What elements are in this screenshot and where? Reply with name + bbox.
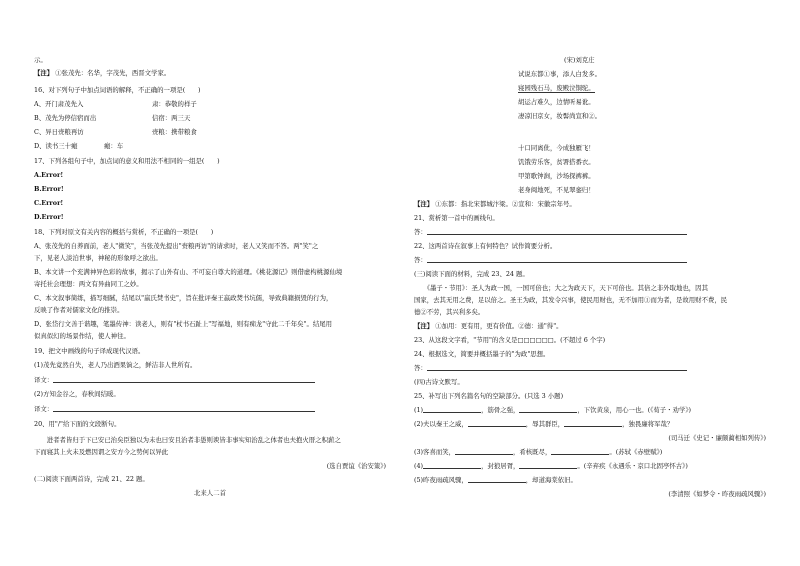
poem-line: 饥饿劳乐客，贫署搭番衣。 [518,158,595,166]
question-21: 21、赏析第一首中的画线句。 [414,214,499,222]
option-b[interactable]: B.Error! [34,185,64,193]
poem-author: (宋)刘克庄 [564,56,595,64]
sentence-2: (2)方知金谷之，春秋间结暖。 [34,390,120,398]
poem-line: 胡运占难久，边情听易讹。 [518,98,595,106]
option-a-line2: 下，见老人淡泊世事，神秘的形象呼之欲出。 [34,254,162,262]
material-line2: 国家，去其无用之费，足以倍之。圣王为政，其发令兴事，使民用财也，无不加用①而为者，是故用财不费，民 [414,296,728,304]
material-line3: 德②不劳，其兴利多矣。 [414,308,485,316]
note-text: ①张茂先：名华，字茂先，西晋文学家。 [55,69,171,77]
option-a[interactable]: A.Error! [34,171,64,179]
section-4-heading: (四)古诗文默写。 [414,378,464,386]
blank-field[interactable] [423,462,481,469]
blank-field[interactable] [564,420,622,427]
answer-label: 答： [414,364,427,372]
question-20: 20、用"/"给下面的文段断句。 [34,420,121,428]
option-d-line2: 似真似幻的场景作结，使人神往。 [34,332,130,340]
text-line: 示。 [34,56,47,64]
question-18: 18、下列对原文有关内容的概括与赏析，不正确的一项是( ) [34,228,214,236]
option-c[interactable]: C.Error! [34,199,64,207]
blank-field[interactable] [468,420,526,427]
answer-line[interactable] [427,256,687,263]
option-b-line2: 寄托社会理想：两文有异曲同工之妙。 [34,280,143,288]
answer-line[interactable] [427,228,687,235]
sentence-1: (1)茂先竟然自失，老人乃出酒果饷之，鲜洁非人世所有。 [34,361,197,369]
section-3-heading: (三)阅读下面的材料，完成 23、24 题。 [414,270,529,278]
blank-field[interactable] [519,406,577,413]
option-a-line1[interactable]: A、张茂先的自养面前，老人"微笑"，当张茂先提出"赍粮再访"的请求时，老人又笑而不答。两"笑"之 [34,242,319,250]
option-b[interactable] [34,114,191,122]
section-2-heading: (二)阅读下面两首诗，完成 21、22 题。 [34,475,149,483]
fill-blank-5: (5)昨夜雨疏风骤， ，却道海棠依旧。 [414,476,577,484]
option-text: B、茂先为停信宿而出 [34,114,97,122]
note-label: 【注】 [34,69,54,77]
translation-1[interactable] [34,376,315,384]
answer-21[interactable] [414,228,687,236]
option-d-line1[interactable]: D、张岱行文善于谐趣，笔墨传神：读老人，则有"杖书石趾上"写福地，则有痴龙"守此二千年矣"。结尾用 [34,320,333,328]
passage-line1: 进者者皆归于下已安已治矣臣独以为未也曰安且治者非愚则谀皆非事实知治乱之体者也夫抱火厝之积薪之 [34,436,341,444]
answer-line[interactable] [53,405,315,412]
option-c-line2: 反映了作者对儒家文化的推崇。 [34,306,124,314]
option-text: A、开门肃茂先入 [34,100,84,108]
answer-22[interactable] [414,256,687,264]
question-16: 16、对下列句子中加点词语的解释，不正确的一项是( ) [34,86,201,94]
poem-line-underlined: 寝园残石马，废殿泣铜驼。 [518,84,595,92]
answer-label: 答： [414,256,427,264]
note [34,69,170,77]
translation-label: 译文： [34,405,54,413]
option-text: D、读书三十瘢 [34,142,78,150]
answer-line[interactable] [53,376,315,383]
option-gloss: 瘢：车 [104,142,124,150]
blank-field[interactable] [468,476,526,483]
note-text: ①加用：更有用，更有价值。②德：通"得"。 [435,322,563,330]
poem-line: 甲第歌钟涧，沙场探裤裤。 [518,172,595,180]
question-17: 17、下列各组句子中，加点词的意义和用法不相同的一组是( ) [34,157,220,165]
option-gloss: 赍粮：携带粮食 [152,128,197,136]
blank-field[interactable] [423,406,481,413]
question-19: 19、把文中画线的句子译成现代汉语。 [34,347,145,355]
poem-line: 试说东都①事，添人白发多。 [518,70,602,78]
note-text: ①东都：指北宋都城汴梁。②宣和：宋徽宗年号。 [435,200,576,208]
option-b-line1[interactable]: B、本文讲一个充满神异色彩的故事，揭示了山外有山、不可妄自尊大的道理。《桃花源记》则借虚构桃源仙境 [34,268,343,276]
question-23: 23、从这段文字看，"节用"的含义是□□□□□□。(不超过 6 个字) [414,336,606,344]
option-text: C、异日赍粮再访 [34,128,84,136]
fill-blank-2: (2)夫以秦王之威， ，辱其群臣， ，独畏廉将军哉？ [414,420,674,428]
source-citation: (李清照《如梦令・昨夜雨疏风骤》) [668,490,766,498]
material-note [414,322,563,330]
fill-blank-1: (1) ，筋骨之强， ，下饮黄泉，用心一也。(《荀子・劝学》) [414,406,692,414]
poem-note [414,200,576,208]
note-label: 【注】 [414,322,434,330]
blank-field[interactable] [455,448,513,455]
option-c-line1[interactable]: C、本文叙事简练，描写细腻，结尾以"嬴氏焚书史"，旨在批评秦王嬴政焚书坑儒，导致典籍损毁的行为， [34,294,333,302]
question-25: 25、补写出下列名篇名句的空缺部分。(只选 3 小题) [414,392,564,400]
option-gloss: 肃：恭敬的样子 [152,100,197,108]
answer-line[interactable] [427,364,687,371]
poem-line: 凄凉旧京女，妆髻尚宣和②。 [518,112,602,120]
note-label: 【注】 [414,200,434,208]
option-d[interactable]: D.Error! [34,213,64,221]
fill-blank-3: (3)客喜而笑， ，肴核既尽， 。(苏轼《赤壁赋》) [414,448,663,456]
question-24: 24、根据选文，简要并概括墨子的"为政"思想。 [414,350,550,358]
poem-line: 老身闽地死，不见翠銮归！ [518,186,595,194]
option-gloss: 信宿：两三天 [152,114,191,122]
question-22: 22、这两首诗在叙事上有何特色？试作简要分析。 [414,242,557,250]
blank-field[interactable] [519,462,577,469]
option-d[interactable] [34,142,124,150]
poem-title: 北来人二首 [194,489,226,497]
answer-24[interactable] [414,364,687,372]
passage-line2: 下而寝其上火未及燃因谓之安方今之势何以异此 [34,448,169,456]
option-a[interactable] [34,100,197,108]
answer-label: 答： [414,228,427,236]
blank-field[interactable] [551,448,609,455]
translation-label: 译文： [34,376,54,384]
source-citation: (选自贾谊《治安策》) [326,462,386,470]
material-line1: 《墨子・节用》：圣人为政一国，一国可倍也；大之为政天下，天下可倍也。其倍之非外取地也，因其 [414,284,708,292]
translation-2[interactable] [34,405,315,413]
source-citation: (司马迁《史记・廉颇蔺相如列传》) [668,434,766,442]
option-c[interactable] [34,128,197,136]
poem-line: 十口同离仳，今成独雁飞！ [518,144,595,152]
fill-blank-4: (4) ，封狼居胥， 。(辛弃疾《永遇乐・京口北固亭怀古》) [414,462,688,470]
